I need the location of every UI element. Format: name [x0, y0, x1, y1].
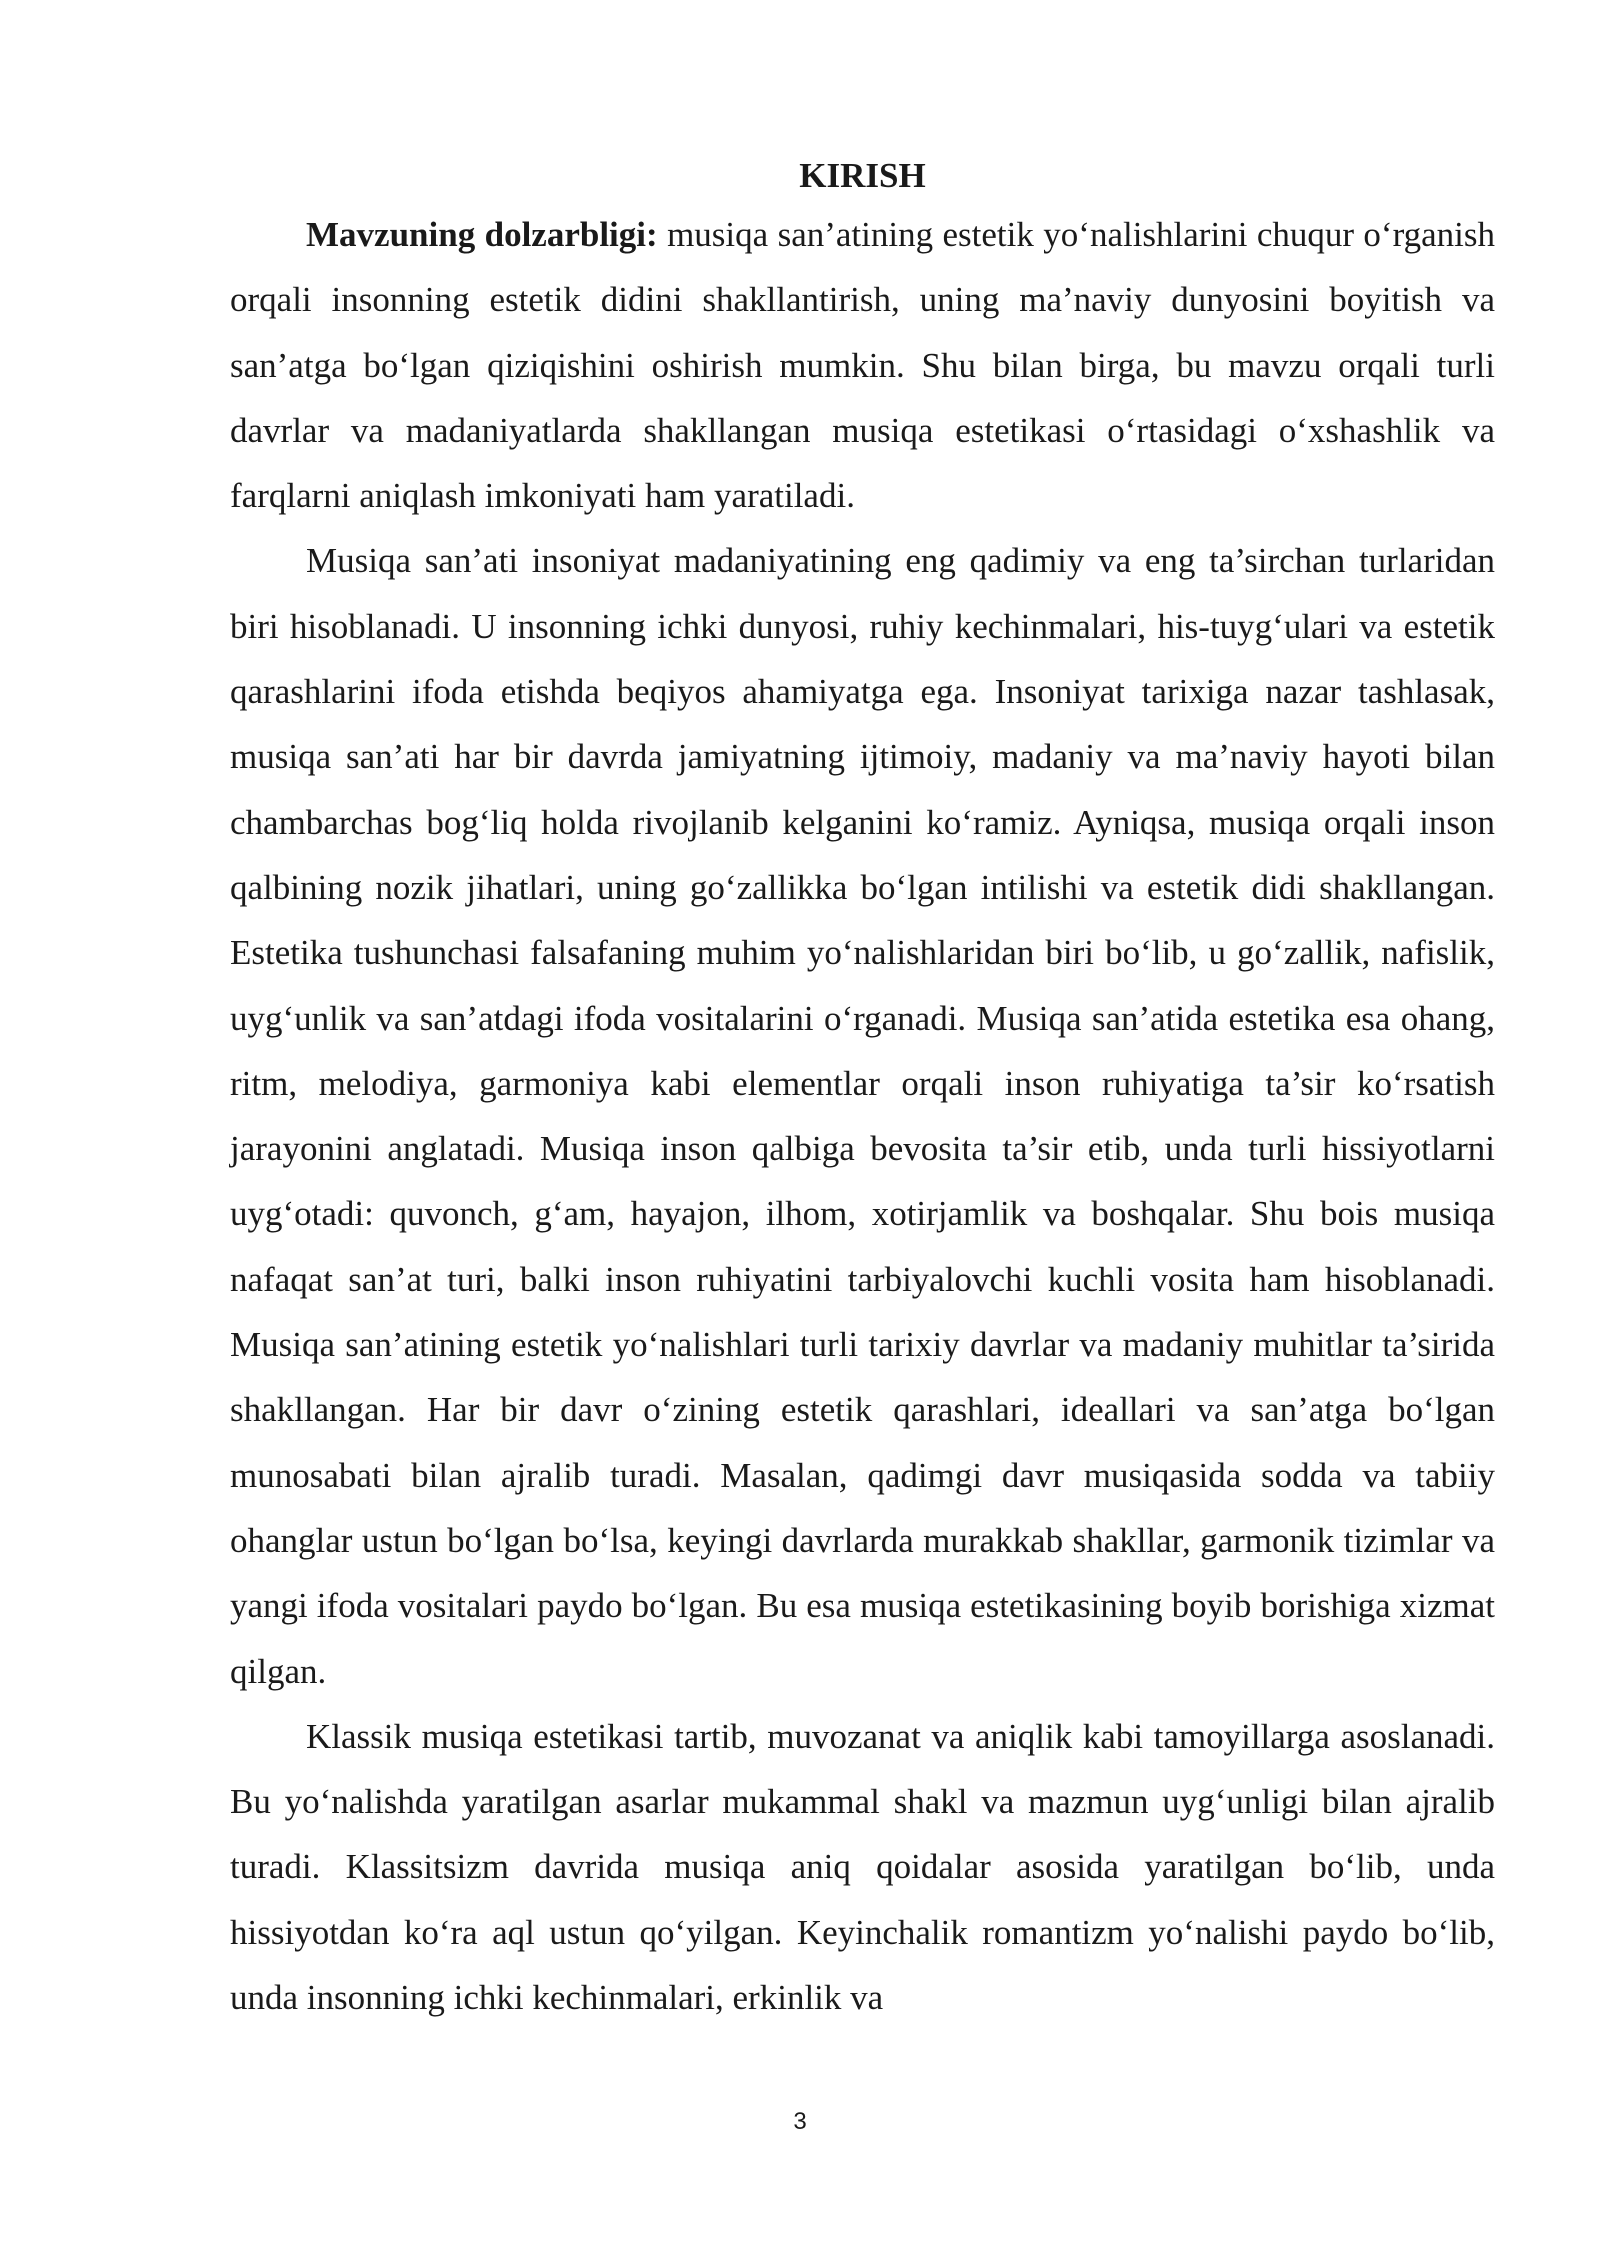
page-title: KIRISH	[799, 156, 926, 195]
paragraph-lead: Mavzuning dolzarbligi:	[306, 215, 658, 254]
page-number: 3	[793, 2108, 807, 2135]
document-body	[230, 150, 1495, 2030]
paragraph-relevance	[230, 202, 1495, 528]
paragraph-music-art: Musiqa san’ati insoniyat madaniyatining eng qadimiy va eng ta’sirchan turlaridan biri hisoblanadi. U insonning ichki dunyosi, ruhiy kechinmalari, his-tuyg‘ulari va estetik qarashlarini ifoda etishda beqiyos ahamiyatga ega. Insoniyat tarixiga nazar tashlasak, musiqa san’ati har bir davrda jamiyatning ijtimoiy, madaniy va ma’naviy hayoti bilan chambarchas bog‘liq holda rivojlanib kelganini ko‘ramiz. Ayniqsa, musiqa orqali inson qalbining nozik jihatlari, uning go‘zallikka bo‘lgan intilishi va estetik didi shakllangan. Estetika tushunchasi falsafaning muhim yo‘nalishlaridan biri bo‘lib, u go‘zallik, nafislik, uyg‘unlik va san’atdagi ifoda vositalarini o‘rganadi. Musiqa san’atida estetika esa ohang, ritm, melodiya, garmoniya kabi elementlar orqali inson ruhiyatiga ta’sir ko‘rsatish jarayonini anglatadi. Musiqa inson qalbiga bevosita ta’sir etib, unda turli hissiyotlarni uyg‘otadi: quvonch, g‘am, hayajon, ilhom, xotirjamlik va boshqalar. Shu bois musiqa nafaqat san’at turi, balki inson ruhiyatini tarbiyalovchi kuchli vosita ham hisoblanadi. Musiqa san’atining estetik yo‘nalishlari turli tarixiy davrlar va madaniy muhitlar ta’sirida shakllangan. Har bir davr o‘zining estetik qarashlari, ideallari va san’atga bo‘lgan munosabati bilan ajralib turadi. Masalan, qadimgi davr musiqasida sodda va tabiiy ohanglar ustun bo‘lgan bo‘lsa, keyingi davrlarda murakkab shakllar, garmonik tizimlar va yangi ifoda vositalari paydo bo‘lgan. Bu esa musiqa estetikasining boyib borishiga xizmat qilgan.	[230, 541, 1495, 1691]
paragraph-classical-aesthetics: Klassik musiqa estetikasi tartib, muvozanat va aniqlik kabi tamoyillarga asoslanadi. Bu yo‘nalishda yaratilgan asarlar mukammal shakl va mazmun uyg‘unligi bilan ajralib turadi. Klassitsizm davrida musiqa aniq qoidalar asosida yaratilgan bo‘lib, unda hissiyotdan ko‘ra aql ustun qo‘yilgan. Keyinchalik romantizm yo‘nalishi paydo bo‘lib, unda insonning ichki kechinmalari, erkinlik va	[230, 1716, 1495, 2018]
paragraph-relevance-text: musiqa san’atining estetik yo‘nalishlarini chuqur o‘rganish orqali insonning estetik didini shakllantirish, uning ma’naviy dunyosini boyitish va san’atga bo‘lgan qiziqishini oshirish mumkin. Shu bilan birga, bu mavzu orqali turli davrlar va madaniyatlarda shakllangan musiqa estetikasi o‘rtasidagi o‘xshashlik va farqlarni aniqlash imkoniyati ham yaratiladi.	[230, 215, 1495, 516]
